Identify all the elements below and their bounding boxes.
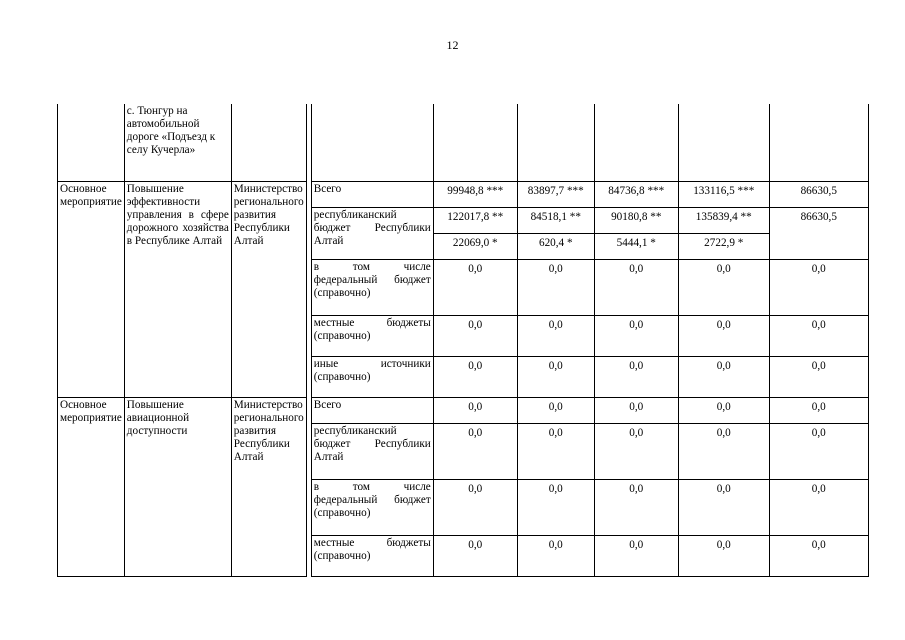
value-cell: 0,0 bbox=[433, 259, 517, 315]
value-cell: 135839,4 ** bbox=[678, 207, 769, 233]
value-cell: 0,0 bbox=[433, 479, 517, 535]
event-type: Основное мероприятие bbox=[58, 397, 125, 576]
value-cell: 83897,7 *** bbox=[517, 181, 594, 207]
event-executor: Министерство регионального развития Республики Алтай bbox=[231, 397, 306, 576]
value-cell: 620,4 * bbox=[517, 233, 594, 259]
value-cell: 0,0 bbox=[678, 479, 769, 535]
funding-source: иные источники (справочно) bbox=[311, 356, 433, 397]
value-cell: 0,0 bbox=[433, 397, 517, 423]
value-cell: 86630,5 bbox=[769, 181, 868, 207]
value-cell: 0,0 bbox=[517, 535, 594, 576]
funding-source: республиканский бюджет Республики Алтай bbox=[311, 423, 433, 479]
event-type: Основное мероприятие bbox=[58, 181, 125, 397]
value-cell: 84736,8 *** bbox=[594, 181, 678, 207]
value-cell: 133116,5 *** bbox=[678, 181, 769, 207]
value-cell: 0,0 bbox=[433, 315, 517, 356]
value-cell: 84518,1 ** bbox=[517, 207, 594, 233]
value-cell: 0,0 bbox=[769, 535, 868, 576]
value-cell: 0,0 bbox=[517, 356, 594, 397]
table-row bbox=[58, 104, 869, 181]
value-cell: 0,0 bbox=[517, 423, 594, 479]
funding-source: в том числе федеральный бюджет (справочно) bbox=[311, 479, 433, 535]
value-cell: 99948,8 *** bbox=[433, 181, 517, 207]
funding-source: местные бюджеты (справочно) bbox=[311, 535, 433, 576]
value-cell: 0,0 bbox=[594, 479, 678, 535]
value-cell: 122017,8 ** bbox=[433, 207, 517, 233]
funding-source: республиканский бюджет Республики Алтай bbox=[311, 207, 433, 259]
value-cell: 5444,1 * bbox=[594, 233, 678, 259]
event-name: Повышение авиационной доступности bbox=[124, 397, 231, 576]
value-cell: 0,0 bbox=[433, 423, 517, 479]
value-cell: 0,0 bbox=[594, 315, 678, 356]
value-cell: 0,0 bbox=[517, 259, 594, 315]
value-cell: 90180,8 ** bbox=[594, 207, 678, 233]
value-cell: 0,0 bbox=[769, 423, 868, 479]
funding-source: Всего bbox=[311, 181, 433, 207]
value-cell: 0,0 bbox=[769, 356, 868, 397]
value-cell: 0,0 bbox=[769, 479, 868, 535]
value-cell: 0,0 bbox=[678, 535, 769, 576]
value-cell: 22069,0 * bbox=[433, 233, 517, 259]
value-cell: 0,0 bbox=[433, 535, 517, 576]
value-cell: 0,0 bbox=[594, 423, 678, 479]
value-cell: 0,0 bbox=[769, 259, 868, 315]
value-cell: 0,0 bbox=[594, 397, 678, 423]
funding-source: в том числе федеральный бюджет (справочно) bbox=[311, 259, 433, 315]
value-cell: 0,0 bbox=[678, 397, 769, 423]
funding-source: местные бюджеты (справочно) bbox=[311, 315, 433, 356]
value-cell: 0,0 bbox=[517, 397, 594, 423]
funding-source: Всего bbox=[311, 397, 433, 423]
value-cell: 0,0 bbox=[769, 315, 868, 356]
value-cell: 86630,5 bbox=[769, 207, 868, 259]
table-row bbox=[58, 397, 869, 423]
event-name: с. Тюнгур на автомобильной дороге «Подъезд к селу Кучерла» bbox=[124, 104, 231, 181]
event-executor: Министерство регионального развития Республики Алтай bbox=[231, 181, 306, 397]
value-cell: 0,0 bbox=[594, 535, 678, 576]
value-cell: 0,0 bbox=[594, 259, 678, 315]
value-cell: 0,0 bbox=[517, 479, 594, 535]
value-cell: 0,0 bbox=[517, 315, 594, 356]
value-cell: 2722,9 * bbox=[678, 233, 769, 259]
value-cell: 0,0 bbox=[678, 259, 769, 315]
table-row bbox=[58, 181, 869, 207]
event-name: Повышение эффективности управления в сфере дорожного хозяйства в Республике Алтай bbox=[124, 181, 231, 397]
value-cell: 0,0 bbox=[594, 356, 678, 397]
value-cell: 0,0 bbox=[678, 315, 769, 356]
funding-table bbox=[57, 104, 869, 577]
value-cell: 0,0 bbox=[769, 397, 868, 423]
value-cell: 0,0 bbox=[433, 356, 517, 397]
page-number: 12 bbox=[446, 38, 459, 52]
value-cell: 0,0 bbox=[678, 356, 769, 397]
value-cell: 0,0 bbox=[678, 423, 769, 479]
